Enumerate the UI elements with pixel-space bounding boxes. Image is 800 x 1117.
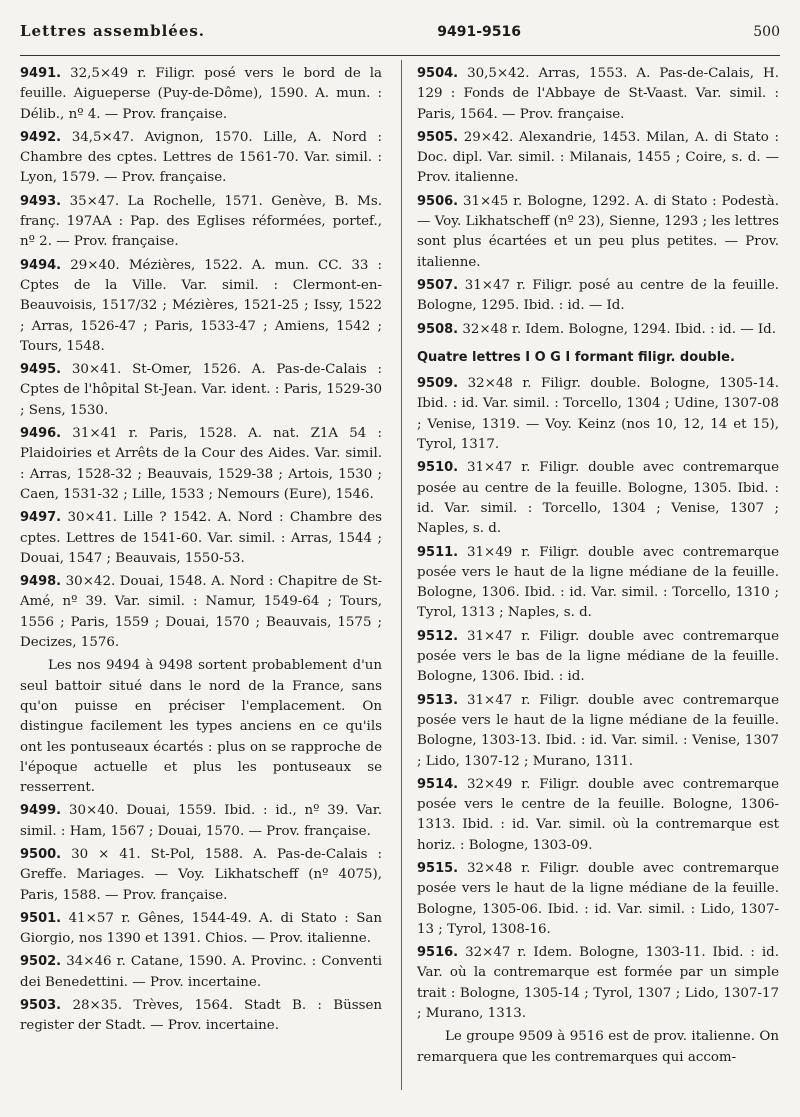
running-header (20, 22, 780, 48)
catalog-entry (417, 543, 779, 624)
entry-number: 9514. (417, 776, 459, 792)
entry-text: 30,5×42. Arras, 1553. A. Pas-de-Calais, H. 129 : Fonds de l'Abbaye de St-Vaast. Var. simil. : Paris, 1564. — Prov. française. (417, 66, 779, 122)
entry-text: 41×57 r. Gênes, 1544-49. A. di Stato : San Giorgio, nos 1390 et 1391. Chios. — Prov. italienne. (20, 910, 382, 947)
catalog-entry (20, 128, 382, 189)
entry-number: 9501. (20, 910, 62, 926)
entry-text: 31×47 r. Filigr. double avec contremarque posée vers le haut de la ligne médiane de la feuille. Bologne, 1303-13. Ibid. : id. Var. simil. : Venise, 1307 ; Lido, 1307-12 ; Murano, 1311. (417, 692, 779, 769)
catalog-entry (417, 691, 779, 772)
left-column (20, 64, 382, 1040)
entry-text: 31×47 r. Filigr. posé au centre de la feuille. Bologne, 1295. Ibid. : id. — Id. (417, 277, 779, 314)
entry-text: 29×40. Mézières, 1522. A. mun. CC. 33 : Cptes de la Ville. Var. simil. : Clermont-en-Beauvoisis, 1517/32 ; Mézières, 1521-25 ; Issy, 1522 ; Arras, 1526-47 ; Paris, 1533-47 ; Amiens, 1542 ; Tours, 1548. (20, 257, 382, 354)
entry-number: 9500. (20, 846, 62, 862)
entry-text: 34,5×47. Avignon, 1570. Lille, A. Nord : Chambre des cptes. Lettres de 1561-70. Var. simil. : Lyon, 1579. — Prov. française. (20, 129, 382, 186)
entry-number: 9503. (20, 998, 62, 1014)
commentary-paragraph: Les nos 9494 à 9498 sortent probablement d'un seul battoir situé dans le nord de la France, sans qu'on puisse en préciser l'emplacement. On distingue facilement les types anciens en ce qu'ils ont les pontuseaux écartés : plus on se rapproche de l'époque actuelle et plus les pontuseaux se resserrent. (20, 658, 382, 796)
catalog-entry (20, 952, 382, 993)
entry-text: 35×47. La Rochelle, 1571. Genève, B. Ms. franç. 197AA : Pap. des Eglises réformées, portef., nº 2. — Prov. française. (20, 193, 382, 250)
entry-text: 30×41. Lille ? 1542. A. Nord : Chambre des cptes. Lettres de 1541-60. Var. simil. : Arras, 1544 ; Douai, 1547 ; Beauvais, 1550-53. (20, 510, 382, 566)
entry-number: 9509. (417, 376, 459, 392)
entry-number: 9496. (20, 426, 62, 442)
catalog-entry (20, 360, 382, 421)
section-heading: Quatre lettres I O G I formant filigr. double. (417, 349, 735, 365)
catalog-entry (417, 192, 779, 273)
entry-number: 9506. (417, 193, 459, 209)
catalog-entry (417, 627, 779, 688)
catalog-entry (20, 424, 382, 505)
page-number: 500 (753, 24, 780, 40)
entry-text: 30×42. Douai, 1548. A. Nord : Chapitre de St-Amé, nº 39. Var. simil. : Namur, 1549-64 ; Tours, 1556 ; Paris, 1559 ; Douai, 1570 ; Beauvais, 1575 ; Decizes, 1576. (20, 574, 382, 651)
catalog-entry (417, 276, 779, 317)
entry-number: 9508. (417, 321, 459, 337)
entry-text: 32×47 r. Idem. Bologne, 1303-11. Ibid. : id. Var. où la contremarque est formée par un simple trait : Bologne, 1305-14 ; Tyrol, 1307 ; Lido, 1307-17 ; Murano, 1313. (417, 945, 779, 1022)
header-rule (20, 55, 780, 56)
entry-text: 31×45 r. Bologne, 1292. A. di Stato : Podestà. — Voy. Likhatscheff (nº 23), Sienne, 1293 ; les lettres sont plus écartées et un peu plus petites. — Prov. italienne. (417, 193, 779, 270)
right-column (417, 64, 779, 1071)
entry-number: 9507. (417, 277, 459, 293)
entry-number: 9499. (20, 803, 62, 819)
catalog-entry (417, 320, 779, 340)
entry-number: 9498. (20, 574, 62, 590)
entry-number: 9505. (417, 129, 459, 145)
catalog-entry (20, 192, 382, 253)
entry-number: 9515. (417, 860, 459, 876)
entry-number: 9504. (417, 66, 459, 81)
header-title: Lettres assemblées. (20, 22, 206, 40)
entry-text: 30×41. St-Omer, 1526. A. Pas-de-Calais : Cptes de l'hôpital St-Jean. Var. ident. : Paris, 1529-30 ; Sens, 1530. (20, 362, 382, 418)
header-range: 9491-9516 (437, 24, 522, 40)
entry-number: 9511. (417, 544, 459, 560)
entry-number: 9491. (20, 66, 62, 81)
entry-text: 32×48 r. Idem. Bologne, 1294. Ibid. : id. — Id. (458, 321, 776, 337)
catalog-entry (20, 996, 382, 1037)
entry-number: 9516. (417, 945, 459, 961)
entry-text: 31×47 r. Filigr. double avec contremarque posée au centre de la feuille. Bologne, 1305. Ibid. : id. Var. simil. : Torcello, 1304 ; Venise, 1307 ; Naples, s. d. (417, 460, 779, 537)
catalog-entry (417, 64, 779, 125)
entry-text: 30 × 41. St-Pol, 1588. A. Pas-de-Calais : Greffe. Mariages. — Voy. Likhatscheff (nº 4075), Paris, 1588. — Prov. française. (20, 846, 382, 903)
entry-text: 34×46 r. Catane, 1590. A. Provinc. : Conventi dei Benedettini. — Prov. incertaine. (20, 954, 382, 990)
column-divider (401, 60, 402, 1090)
entry-text: 29×42. Alexandrie, 1453. Milan, A. di Stato : Doc. dipl. Var. simil. : Milanais, 1455 ; Coire, s. d. — Prov. italienne. (417, 129, 779, 186)
entry-text: 31×41 r. Paris, 1528. A. nat. Z1A 54 : Plaidoiries et Arrêts de la Cour des Aides. Var. simil. : Arras, 1528-32 ; Beauvais, 1529-38 ; Artois, 1530 ; Caen, 1531-32 ; Lille, 1533 ; Nemours (Eure), 1546. (20, 426, 382, 502)
entry-text: 32×49 r. Filigr. double avec contremarque posée vers le centre de la feuille. Bologne, 1306-1313. Ibid. : id. Var. simil. où la contremarque est horiz. : Bologne, 1303-09. (417, 776, 779, 853)
catalog-entry (20, 801, 382, 842)
catalog-entry (20, 572, 382, 653)
catalog-entry (20, 845, 382, 906)
entry-text: 32×48 r. Filigr. double avec contremarque posée vers le haut de la ligne médiane de la feuille. Bologne, 1305-06. Ibid. : id. Var. simil. : Lido, 1307-13 ; Tyrol, 1308-16. (417, 860, 779, 937)
entry-number: 9497. (20, 510, 62, 526)
catalog-entry (417, 943, 779, 1024)
entry-number: 9495. (20, 362, 62, 378)
entry-text: 32×48 r. Filigr. double. Bologne, 1305-14. Ibid. : id. Var. simil. : Torcello, 1304 ; Udine, 1307-08 ; Venise, 1319. — Voy. Keinz (nos 10, 12, 14 et 15), Tyrol, 1317. (417, 376, 779, 453)
catalog-entry (417, 775, 779, 856)
entry-text: 28×35. Trèves, 1564. Stadt B. : Büssen register der Stadt. — Prov. incertaine. (20, 998, 382, 1034)
entry-text: 32,5×49 r. Filigr. posé vers le bord de la feuille. Aigueperse (Puy-de-Dôme), 1590. A. mun. : Délib., nº 4. — Prov. française. (20, 66, 382, 122)
catalog-entry (20, 508, 382, 569)
entry-text: 30×40. Douai, 1559. Ibid. : id., nº 39. Var. simil. : Ham, 1567 ; Douai, 1570. — Prov. française. (20, 803, 382, 839)
entry-number: 9510. (417, 460, 459, 476)
entry-number: 9513. (417, 692, 459, 708)
catalog-entry (20, 909, 382, 950)
entry-text: 31×47 r. Filigr. double avec contremarque posée vers le bas de la ligne médiane de la feuille. Bologne, 1306. Ibid. : id. (417, 628, 779, 685)
catalog-entry (20, 256, 382, 357)
catalog-entry (417, 374, 779, 455)
entry-number: 9494. (20, 257, 62, 273)
catalog-entry (417, 128, 779, 189)
catalog-entry (417, 458, 779, 539)
entry-number: 9493. (20, 193, 62, 209)
entry-number: 9502. (20, 954, 62, 970)
catalog-entry (417, 859, 779, 940)
entry-number: 9512. (417, 628, 459, 644)
catalog-entry (20, 64, 382, 125)
entry-number: 9492. (20, 129, 62, 145)
commentary-paragraph: Le groupe 9509 à 9516 est de prov. italienne. On remarquera que les contremarques qui accom- (417, 1029, 779, 1065)
entry-text: 31×49 r. Filigr. double avec contremarque posée vers le haut de la ligne médiane de la feuille. Bologne, 1306. Ibid. : id. Var. simil. : Torcello, 1310 ; Tyrol, 1313 ; Naples, s. d. (417, 544, 779, 621)
